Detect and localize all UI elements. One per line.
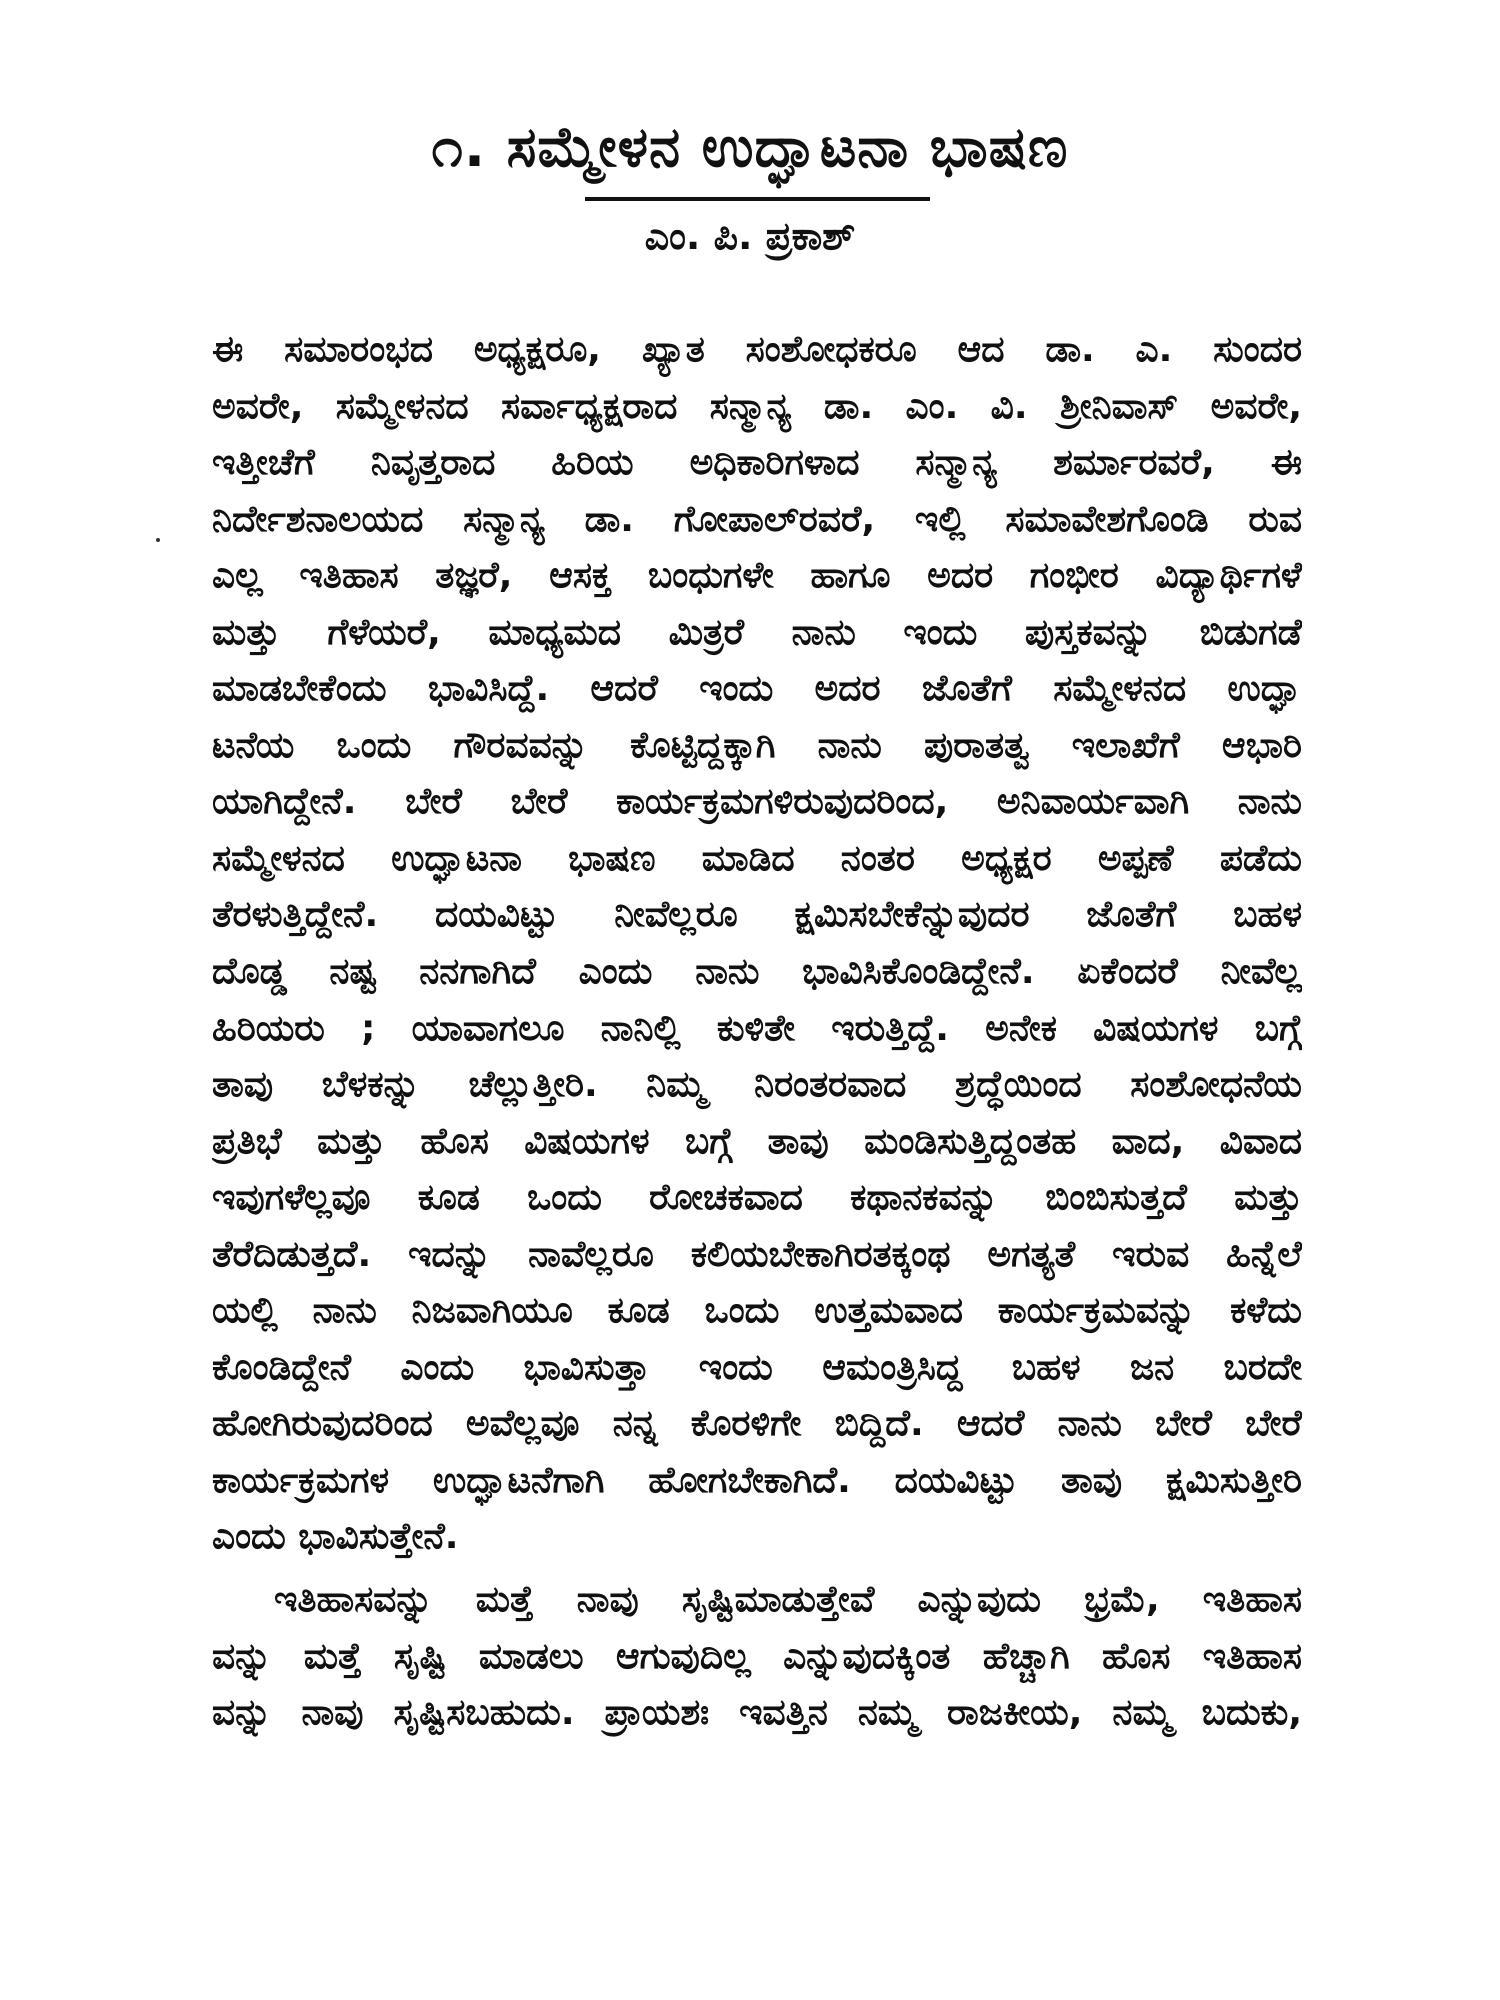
text-line: ತೆರೆದಿಡುತ್ತದೆ. ಇದನ್ನು ನಾವೆಲ್ಲರೂ ಕಲಿಯಬೇಕಾಗಿರತಕ್ಕಂಥ ಅಗತ್ಯತೆ ಇರುವ ಹಿನ್ನೆಲೆ <box>212 1233 1302 1275</box>
text-line: ವನ್ನು ನಾವು ಸೃಷ್ಟಿಸಬಹುದು. ಪ್ರಾಯಶಃ ಇವತ್ತಿನ ನಮ್ಮ ರಾಜಕೀಯ, ನಮ್ಮ ಬದುಕು, <box>212 1692 1302 1734</box>
text-line: ಹೋಗಿರುವುದರಿಂದ ಅವೆಲ್ಲವೂ ನನ್ನ ಕೊರಳಿಗೇ ಬಿದ್ದಿದೆ. ಆದರೆ ನಾನು ಬೇರೆ ಬೇರೆ <box>212 1403 1302 1445</box>
text-line: ಕಾರ್ಯಕ್ರಮಗಳ ಉದ್ಘಾಟನೆಗಾಗಿ ಹೋಗಬೇಕಾಗಿದೆ. ದಯವಿಟ್ಟು ತಾವು ಕ್ಷಮಿಸುತ್ತೀರಿ <box>212 1459 1302 1501</box>
text-line: ಪ್ರತಿಭೆ ಮತ್ತು ಹೊಸ ವಿಷಯಗಳ ಬಗ್ಗೆ ತಾವು ಮಂಡಿಸುತ್ತಿದ್ದಂತಹ ವಾದ, ವಿವಾದ <box>212 1120 1302 1162</box>
text-line: ಎಲ್ಲ ಇತಿಹಾಸ ತಜ್ಞರೆ, ಆಸಕ್ತ ಬಂಧುಗಳೇ ಹಾಗೂ ಅದರ ಗಂಭೀರ ವಿದ್ಯಾರ್ಥಿಗಳೆ <box>212 555 1302 597</box>
paragraph-1 <box>212 322 1302 1566</box>
text-line: ಯಾಗಿದ್ದೇನೆ. ಬೇರೆ ಬೇರೆ ಕಾರ್ಯಕ್ರಮಗಳಿರುವುದರಿಂದ, ಅನಿವಾರ್ಯವಾಗಿ ನಾನು <box>212 781 1302 823</box>
text-line: ಎಂದು ಭಾವಿಸುತ್ತೇನೆ. <box>212 1516 459 1558</box>
author-name: ಎಂ. ಪಿ. ಪ್ರಕಾಶ್ <box>644 214 856 258</box>
text-line: ಟನೆಯ ಒಂದು ಗೌರವವನ್ನು ಕೊಟ್ಟಿದ್ದಕ್ಕಾಗಿ ನಾನು ಪುರಾತತ್ವ ಇಲಾಖೆಗೆ ಆಭಾರಿ <box>212 724 1302 766</box>
body-text <box>212 322 1302 1742</box>
text-line: ದೊಡ್ಡ ನಷ್ಟ ನನಗಾಗಿದೆ ಎಂದು ನಾನು ಭಾವಿಸಿಕೊಂಡಿದ್ದೇನೆ. ಏಕೆಂದರೆ ನೀವೆಲ್ಲ <box>212 951 1302 993</box>
text-line: ಇತಿಹಾಸವನ್ನು ಮತ್ತೆ ನಾವು ಸೃಷ್ಟಿಮಾಡುತ್ತೇವೆ ಎನ್ನುವುದು ಭ್ರಮೆ, ಇತಿಹಾಸ <box>274 1579 1302 1621</box>
text-line: ನಿರ್ದೇಶನಾಲಯದ ಸನ್ಮಾನ್ಯ ಡಾ. ಗೋಪಾಲ್‌ರವರೆ, ಇಲ್ಲಿ ಸಮಾವೇಶಗೊಂಡಿ ರುವ <box>212 498 1302 540</box>
text-line: ಹಿರಿಯರು ; ಯಾವಾಗಲೂ ನಾನಿಲ್ಲಿ ಕುಳಿತೇ ಇರುತ್ತಿದ್ದೆ. ಅನೇಕ ವಿಷಯಗಳ ಬಗ್ಗೆ <box>212 1007 1302 1049</box>
text-line: ತಾವು ಬೆಳಕನ್ನು ಚೆಲ್ಲುತ್ತೀರಿ. ನಿಮ್ಮ ನಿರಂತರವಾದ ಶ್ರದ್ಧೆಯಿಂದ ಸಂಶೋಧನೆಯ <box>212 1064 1302 1106</box>
paragraph-2 <box>212 1572 1302 1742</box>
text-line: ಈ ಸಮಾರಂಭದ ಅಧ್ಯಕ್ಷರೂ, ಖ್ಯಾತ ಸಂಶೋಧಕರೂ ಆದ ಡಾ. ಎ. ಸುಂದರ <box>212 329 1302 370</box>
text-line: ಇತ್ತೀಚೆಗೆ ನಿವೃತ್ತರಾದ ಹಿರಿಯ ಅಧಿಕಾರಿಗಳಾದ ಸನ್ಮಾನ್ಯ ಶರ್ಮಾರವರೆ, ಈ <box>212 442 1302 484</box>
text-line: ಅವರೇ, ಸಮ್ಮೇಳನದ ಸರ್ವಾಧ್ಯಕ್ಷರಾದ ಸನ್ಮಾನ್ಯ ಡಾ. ಎಂ. ವಿ. ಶ್ರೀನಿವಾಸ್ ಅವರೇ, <box>212 385 1302 427</box>
print-speck <box>156 538 160 542</box>
title-underline <box>585 197 930 201</box>
text-line: ತೆರಳುತ್ತಿದ್ದೇನೆ. ದಯವಿಟ್ಟು ನೀವೆಲ್ಲರೂ ಕ್ಷಮಿಸಬೇಕೆನ್ನುವುದರ ಜೊತೆಗೆ ಬಹಳ <box>212 894 1302 936</box>
text-line: ಮತ್ತು ಗೆಳೆಯರೆ, ಮಾಧ್ಯಮದ ಮಿತ್ರರೆ ನಾನು ಇಂದು ಪುಸ್ತಕವನ್ನು ಬಿಡುಗಡೆ <box>212 611 1302 653</box>
page-title: ೧. ಸಮ್ಮೇಳನ ಉದ್ಘಾಟನಾ ಭಾಷಣ <box>431 115 1069 180</box>
text-line: ಯಲ್ಲಿ ನಾನು ನಿಜವಾಗಿಯೂ ಕೂಡ ಒಂದು ಉತ್ತಮವಾದ ಕಾರ್ಯಕ್ರಮವನ್ನು ಕಳೆದು <box>212 1290 1302 1332</box>
text-line: ಇವುಗಳೆಲ್ಲವೂ ಕೂಡ ಒಂದು ರೋಚಕವಾದ ಕಥಾನಕವನ್ನು ಬಿಂಬಿಸುತ್ತದೆ ಮತ್ತು <box>212 1177 1302 1219</box>
text-line: ಕೊಂಡಿದ್ದೇನೆ ಎಂದು ಭಾವಿಸುತ್ತಾ ಇಂದು ಆಮಂತ್ರಿಸಿದ್ದ ಬಹಳ ಜನ ಬರದೇ <box>212 1346 1302 1388</box>
text-line: ಸಮ್ಮೇಳನದ ಉದ್ಘಾಟನಾ ಭಾಷಣ ಮಾಡಿದ ನಂತರ ಅಧ್ಯಕ್ಷರ ಅಪ್ಪಣೆ ಪಡೆದು <box>212 837 1302 879</box>
text-line: ಮಾಡಬೇಕೆಂದು ಭಾವಿಸಿದ್ದೆ. ಆದರೆ ಇಂದು ಅದರ ಜೊತೆಗೆ ಸಮ್ಮೇಳನದ ಉದ್ಘಾ <box>212 668 1302 710</box>
text-line: ವನ್ನು ಮತ್ತೆ ಸೃಷ್ಟಿ ಮಾಡಲು ಆಗುವುದಿಲ್ಲ ಎನ್ನುವುದಕ್ಕಿಂತ ಹೆಚ್ಚಾಗಿ ಹೊಸ ಇತಿಹಾಸ <box>212 1635 1302 1677</box>
